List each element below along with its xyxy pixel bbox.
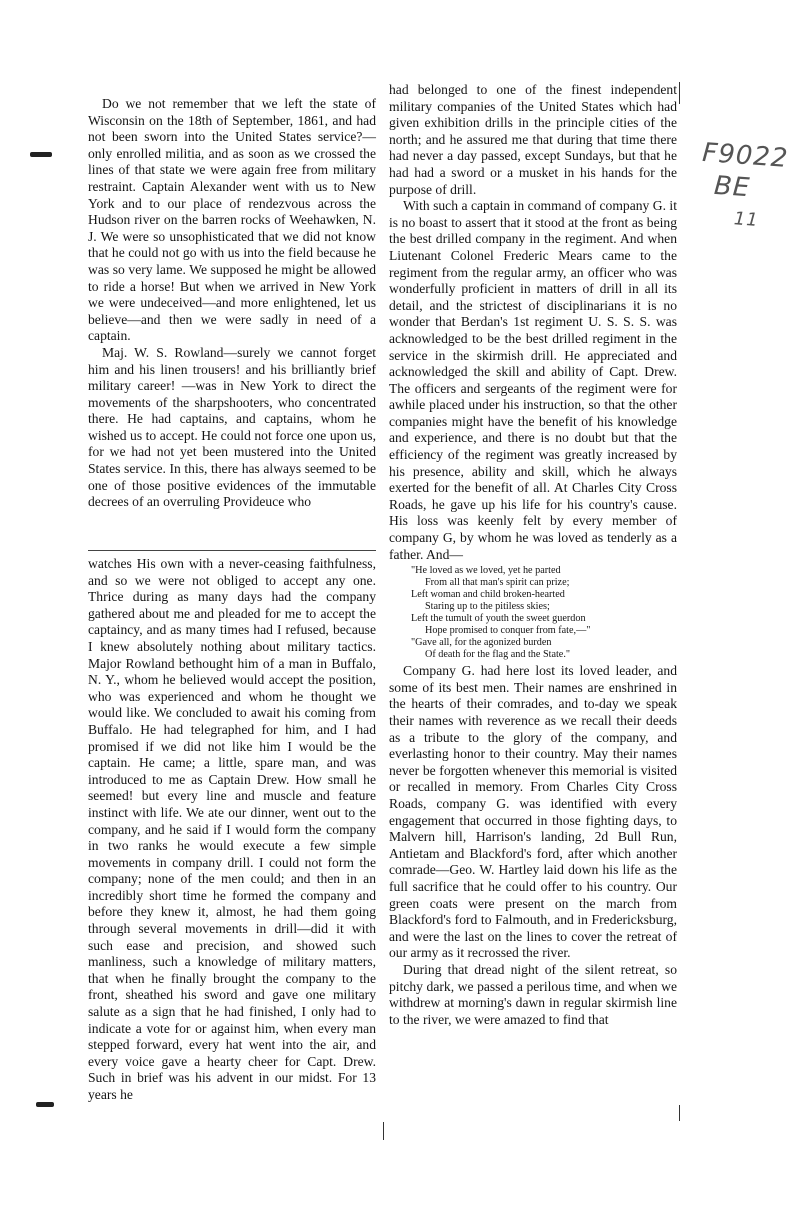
binding-mark-bottom <box>36 1102 54 1107</box>
right-paragraph-4: During that dread night of the silent retreat, so pitchy dark, we passed a perilous time, and when we withdrew at morning's dawn in regular skirmish line to the river, we were amazed to find that <box>389 961 677 1027</box>
left-paragraph-2: Maj. W. S. Rowland—surely we cannot forget him and his linen trousers! and his brilliantly brief military career! —was in New York to direct the movements of the sharpshooters, who concentrated there. He had captains, and captains, whom he wished us to accept. He could not force one upon us, for we had not yet been mustered into the United States service. In this, there has always seemed to be one of those positive evidences of the immutable decrees of an overruling Provideuce who <box>88 344 376 510</box>
poem-line: "Gave all, for the agonized burden <box>411 637 552 649</box>
poem-line: From all that man's spirit can prize; <box>425 577 570 589</box>
poem-line: Of death for the flag and the State." <box>425 649 571 661</box>
poem-line: Staring up to the pitiless skies; <box>425 601 550 613</box>
poem-line: Hope promised to conquer from fate,—" <box>425 625 591 637</box>
note-line-2: BE <box>713 170 752 204</box>
left-paragraph-3: watches His own with a never-ceasing faithfulness, and so we were not obliged to accept any one. Thrice during as many days had the company gathered about me and pleaded for me to accept the captaincy, and as many times had I refused, because I knew absolutely nothing about military tactics. Major Rowland bethought him of a man in Buffalo, N. Y., whom he believed would accept the position, who was experienced and whom he thought we would like. We concluded to await his coming from Buffalo. He had telegraphed for him, and I had promised if we did not like him I would be the captain. He came; a little, spare man, and was introduced to me as Captain Drew. How small he seemed! but every line and muscle and feature instinct with life. We ate our dinner, went out to the company, and he said if I would form the company in two ranks he would execute a few simple movements in company drill. I could not form the company; none of the men could; and then in an incredibly short time he formed the company and before they knew it, almost, he had them going through several movements in drill—did it with such ease and precision, and showed such manliness, such a knowledge of military matters, that when he finally brought the company to the front, sheathed his sword and gave one military salute as a sign that he had finished, I only had to indicate a vote for or against him, when every man stepped forward, every hat went into the air, and every voice gave a hearty cheer for Capt. Drew. Such in brief was his advent in our midst. For 13 years he <box>88 556 376 1102</box>
handwritten-margin-note <box>697 137 793 239</box>
right-paragraph-1: had belonged to one of the finest independent military companies of the United States which had given exhibition drills in the principle cities of the north; and he assured me that during that time there had never a day passed, except Sundays, but that he had had a sword or a musket in his hands for the purpose of drill. <box>389 82 677 197</box>
right-paragraph-3: Company G. had here lost its loved leader, and some of its best men. Their names are enshrined in the hearts of their comrades, and to-day we speak their names with reverence as we recall their deeds as a tribute to the glory of the company, and everlasting honor to their country. May their names never be forgotten whenever this memorial is visited or recalled in memory. From Charles City Cross Roads, company G. was identified with every engagement that occurred in those fighting days, to Malvern hill, Harrison's landing, 2d Bull Run, Antietam and Blackford's ford, after which another comrade—Geo. W. Hartley laid down his life as the full sacrifice that he could offer to his country. Our green coats were present on the march from Blackford's ford to Falmouth, and in Fredericksburg, and were the last on the lines to cover the retreat of our army as it recrossed the river. <box>389 663 677 961</box>
binding-mark-top <box>30 152 52 157</box>
right-edge-rule-bottom <box>679 1105 680 1121</box>
poem-line: "He loved as we loved, yet he parted <box>411 565 561 577</box>
column-divider <box>383 1122 384 1140</box>
column-break-rule <box>88 550 376 551</box>
right-paragraph-2: With such a captain in command of company G. it is no boast to assert that it stood at the front as being the best drilled company in the regiment. And when Liutenant Colonel Frederic Mears came to the regiment from the regular army, an officer who was wonderfully proficient in matters of drill in all its detail, and the strictest of disciplinarians it is no wonder that Berdan's 1st regiment U. S. S. S. was acknowledged to be the best drilled regiment in the service in the skirmish drill. He appreciated and acknowledged the skill and ability of Capt. Drew. The officers and sergeants of the regiment were for awhile placed under his instruction, so that the other companies might have the benefit of his knowledge and experience, and there is no doubt but that the efficiency of the regiment was greatly increased by his presence, ability and skill, which he always exerted for the benefit of all. At Charles City Cross Roads, he gave up his life for his country's cause. His loss was keenly felt by every member of company G, by whom he was loved as tenderly as a father. And— <box>389 198 677 562</box>
poem-quote <box>411 565 677 661</box>
right-edge-rule-top <box>679 82 680 104</box>
right-column <box>389 82 677 1028</box>
note-line-3: 11 <box>733 208 760 232</box>
left-column-continued <box>88 556 376 1104</box>
left-paragraph-1: Do we not remember that we left the state of Wisconsin on the 18th of September, 1861, and had not been sworn into the United States service?—only enrolled militia, and as soon as we crossed the lines of that state we were again free from military restraint. Captain Alexander went with us to New York and to our place of rendezvous across the Hudson river on the barren rocks of Weehawken, N. J. We were so unsophisticated that we did not know that he could not go with us into the field because he was so very lame. We supposed he might be allowed to ride a horse! But when we arrived in New York we were undeceived—and more enlightened, let us believe—and then we were sadly in need of a captain. <box>88 96 376 344</box>
poem-line: Left woman and child broken-hearted <box>411 589 565 601</box>
poem-line: Left the tumult of youth the sweet guerdon <box>411 613 586 625</box>
left-column <box>88 96 376 511</box>
note-line-1: F9022 <box>701 137 790 174</box>
